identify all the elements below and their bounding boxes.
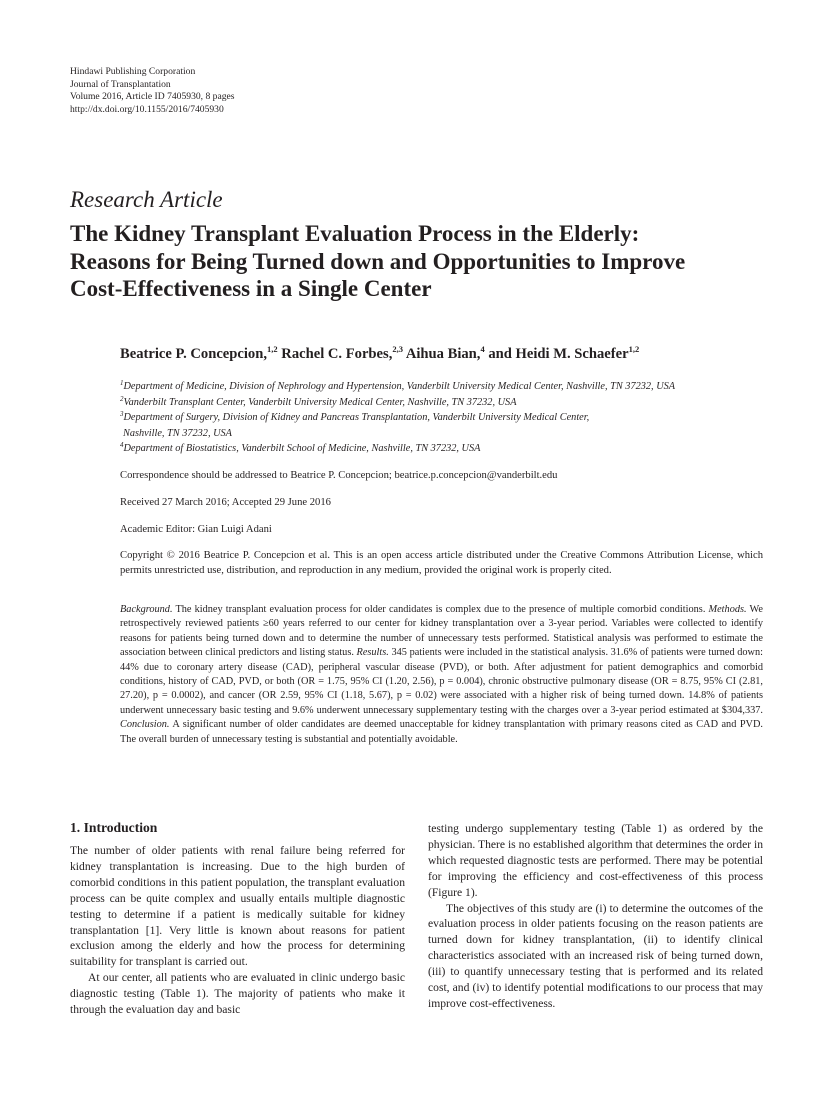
abstract-label-conclusion: Conclusion. — [120, 719, 170, 731]
author-name: Aihua Bian, — [405, 346, 481, 362]
paper-title — [70, 220, 770, 303]
abstract-conclusion: A significant number of older candidates are deemed unacceptable for kidney transplantation with primary reasons cited as CAD and PVD. The overall burden of unnecessary testing is substantial and potentially avoidable. — [120, 719, 763, 745]
journal-name: Journal of Transplantation — [70, 78, 171, 90]
paragraph: testing undergo supplementary testing (Table 1) as ordered by the physician. There is no established algorithm that determines the order in which requested diagnostic tests are performed. There may be potential for improving the efficiency and cost-effectiveness of this process (Figure 1). — [428, 822, 763, 899]
author-name: Beatrice P. Concepcion, — [120, 346, 267, 362]
author-list — [120, 346, 639, 363]
abstract-label-results: Results. — [356, 647, 389, 659]
abstract-label-background: Background. — [120, 604, 173, 615]
abstract-background: The kidney transplant evaluation process for older candidates is complex due to the presence of multiple comorbid conditions. — [172, 604, 709, 615]
affiliation-item: $^2$Vanderbilt Transplant Center, Vanderbilt University Medical Center, Nashville, TN 37232, USA — [120, 394, 517, 408]
right-column — [428, 821, 763, 1012]
section-heading: 1. Introduction — [70, 820, 158, 835]
received-dates: Received 27 March 2016; Accepted 29 June 2016 — [120, 497, 331, 508]
journal-header — [70, 66, 235, 116]
affiliation-item: $^4$Department of Biostatistics, Vanderbilt School of Medicine, Nashville, TN 37232, USA — [120, 441, 481, 455]
abstract-results: 345 patients were included in the statistical analysis. 31.6% of patients were turned down: 44% due to coronary artery disease (CAD), peripheral vascular disease (PVD), or both. After adjustment for patient demographics and comorbid conditions, history of CAD, PVD, or both (OR = 1.75, 95% CI (1.20, 2.56), p = 0.004), chronic obstructive pulmonary disease (OR = 8.75, 95% CI (2.81, 27.20), p = 0.0002), and cancer (OR 2.59, 95% CI (1.18, 5.67), p = 0.02) were associated with a higher risk of being turned down. 14.8% of patients underwent unnecessary basic testing and 9.6% underwent unnecessary supplementary testing with the charges over a 3-year period estimated at $304,337. — [120, 647, 764, 716]
author-affiliation-marker: 1,2 — [628, 344, 640, 354]
correspondence: Correspondence should be addressed to Beatrice P. Concepcion; beatrice.p.concepcion@vanderbilt.edu — [120, 470, 558, 481]
volume-info: Volume 2016, Article ID 7405930, 8 pages — [70, 91, 235, 103]
author-affiliation-marker: 4 — [480, 344, 485, 354]
author-name: Rachel C. Forbes, — [281, 346, 393, 362]
affiliation-item: $^1$Department of Medicine, Division of Nephrology and Hypertension, Vanderbilt University Medical Center, Nashville, TN 37232, USA — [120, 379, 676, 392]
academic-editor: Academic Editor: Gian Luigi Adani — [120, 524, 272, 535]
author-affiliation-marker: 1,2 — [267, 344, 278, 354]
article-type: Research Article — [70, 187, 223, 212]
title-line: Reasons for Being Turned down and Opportunities to Improve — [70, 248, 686, 274]
affiliation-item-continued: Nashville, TN 37232, USA — [123, 427, 232, 439]
affiliation-item: $^3$Department of Surgery, Division of Kidney and Pancreas Transplantation, Vanderbilt University Medical Center, — [120, 410, 590, 424]
title-line: Cost-Effectiveness in a Single Center — [70, 276, 432, 301]
publisher-name: Hindawi Publishing Corporation — [70, 66, 196, 77]
doi-link[interactable]: http://dx.doi.org/10.1155/2016/7405930 — [70, 103, 224, 115]
abstract-label-methods: Methods. — [708, 604, 747, 615]
paragraph: The objectives of this study are (i) to determine the outcomes of the evaluation process in older patients focusing on the reason patients are turned down for kidney transplantation, (ii) to identify clinical characteristics associated with an increased risk of being turned down, (iii) to quantify unnecessary testing that is performed and its related cost, and (iv) to identify potential modifications to our process that may improve cost-effectiveness. — [428, 901, 763, 1010]
abstract-methods: We retrospectively reviewed patients ≥60 years referred to our center for kidney transplantation over a 3-year period. Variables were collected to identify reasons for patients being turned down and to determine the number of unnecessary tests performed. Statistical analysis was performed to estimate the association between clinical predictors and listing status. — [120, 604, 763, 659]
author-affiliation-marker: 2,3 — [392, 344, 403, 354]
paragraph: The number of older patients with renal failure being referred for kidney transplantation is increasing. Due to the high burden of comorbid conditions in this patient population, the transplant evaluation process can be quite complex and usually entails multiple diagnostic testing to determine if a patient is medically suitable for kidney transplantation [1]. Very little is known about reasons for patient exclusion among the elderly and how the process for determining suitability for transplant is carried out. — [70, 844, 405, 969]
author-name: and Heidi M. Schaefer — [488, 346, 629, 362]
copyright-notice: Copyright © 2016 Beatrice P. Concepcion et al. This is an open access article distributed under the Creative Commons Attribution License, which permits unrestricted use, distribution, and reproduction in any medium, provided the original work is properly cited. — [120, 550, 763, 576]
abstract — [120, 603, 763, 747]
left-column — [70, 843, 405, 1018]
affiliations — [120, 379, 675, 457]
paragraph: At our center, all patients who are evaluated in clinic undergo basic diagnostic testing (Table 1). The majority of patients who make it through the evaluation day and basic — [70, 971, 405, 1017]
title-line: The Kidney Transplant Evaluation Process in the Elderly: — [70, 221, 640, 246]
